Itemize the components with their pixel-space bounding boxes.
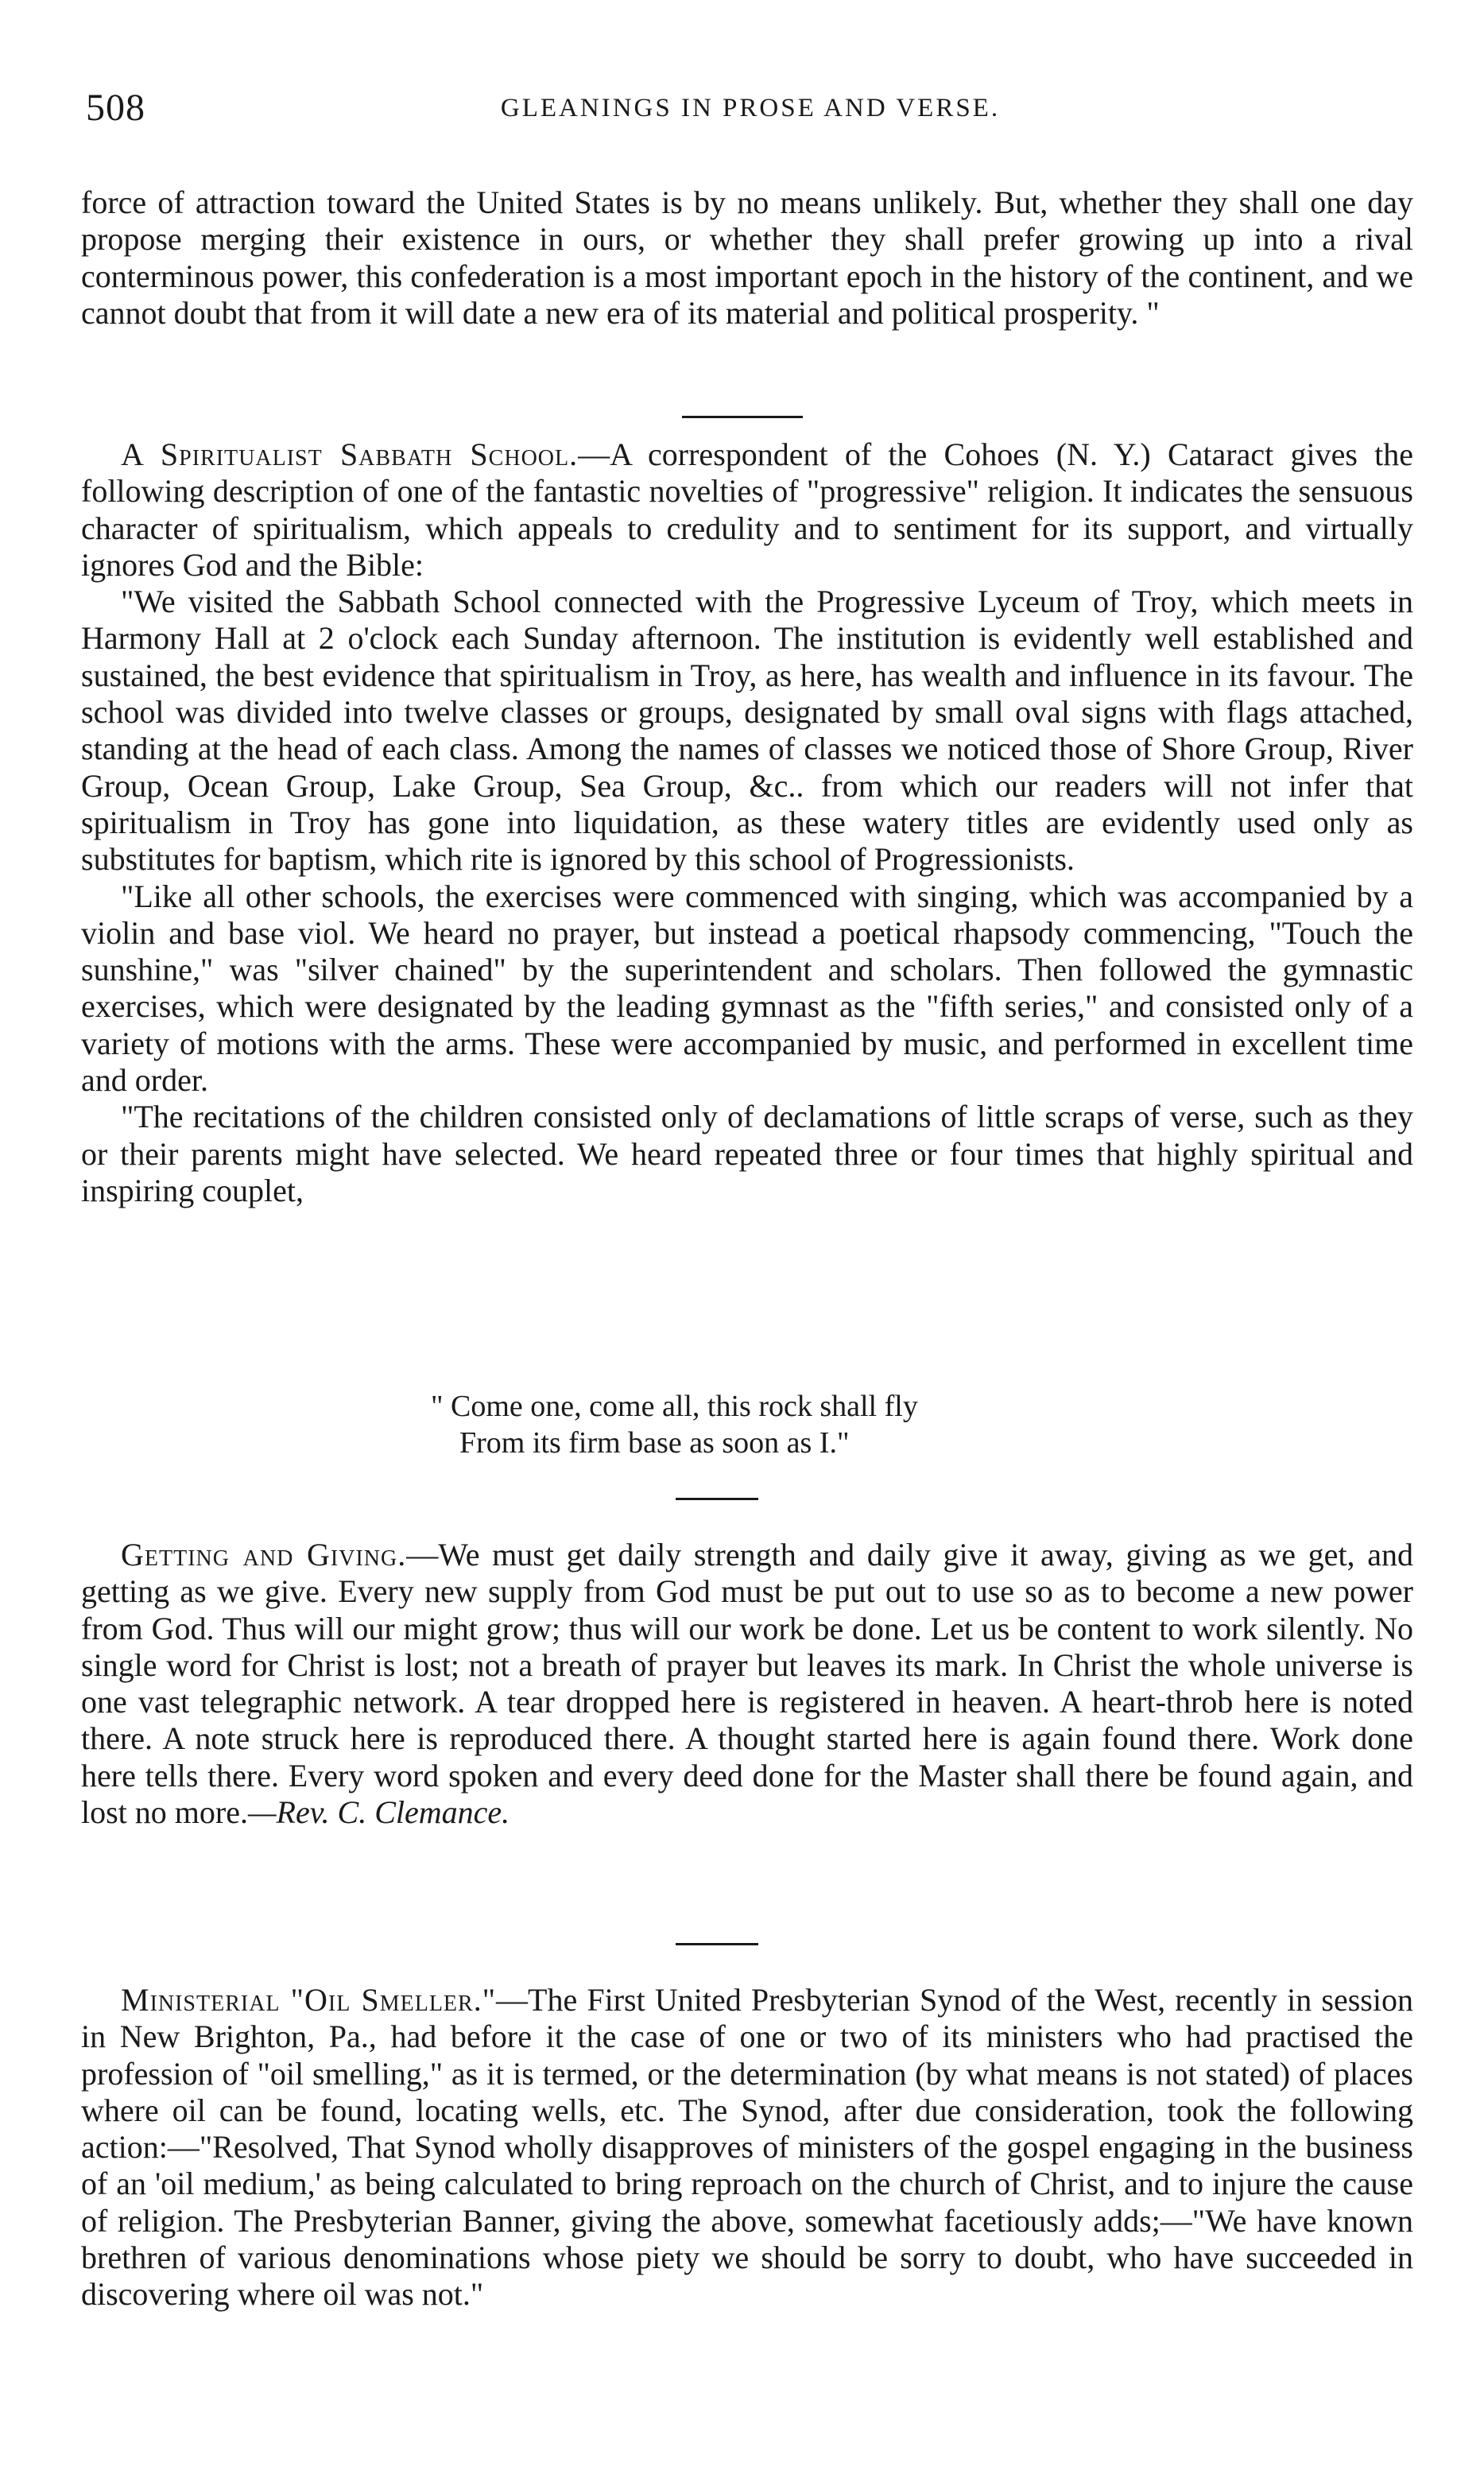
page-number: 508 [86, 87, 145, 129]
running-head: GLEANINGS IN PROSE AND VERSE. [500, 94, 1001, 122]
quoted-paragraph: "The recitations of the children consisted only of declamations of little scraps of verse, such as they or their parents might have selected. We heard repeated three or four times that highly spiritual and inspiring couplet, [81, 1099, 1413, 1208]
article-attribution: —Rev. C. Clemance. [247, 1794, 510, 1831]
page-header [86, 86, 1415, 137]
article-body: —We must get daily strength and daily give it away, giving as we get, and getting as we give. Every new supply from God must be put out to use so as to become a new power from God. Thus will our might grow; thus will our work be done. Let us be content to work silently. No single word for Christ is lost; not a breath of prayer but leaves its mark. In Christ the whole universe is one vast telegraphic network. A tear dropped here is registered in heaven. A heart-throb here is noted there. A note struck here is reproduced there. A thought started here is again found there. Work done here tells there. Every word spoken and every deed done for the Master shall there be found again, and lost no more. [81, 1537, 1413, 1831]
quoted-paragraph: "Like all other schools, the exercises were commenced with singing, which was accompanied by a violin and base viol. We heard no prayer, but instead a poetical rhapsody commencing, "Touch the sunshine," was "silver chained" by the superintendent and scholars. Then followed the gymnastic exercises, which were designated by the leading gymnast as the "fifth series," and consisted only of a variety of motions with the arms. These were accompanied by music, and performed in excellent time and order. [81, 878, 1413, 1099]
section-divider [676, 1498, 758, 1500]
quoted-paragraph: "We visited the Sabbath School connected with the Progressive Lyceum of Troy, which meets in Harmony Hall at 2 o'clock each Sunday afternoon. The institution is evidently well established and sustained, the best evidence that spiritualism in Troy, as here, has wealth and influence in its favour. The school was divided into twelve classes or groups, designated by small oval signs with flags attached, standing at the head of each class. Among the names of classes we noticed those of Shore Group, River Group, Ocean Group, Lake Group, Sea Group, &c.. from which our readers will not infer that spiritualism in Troy has gone into liquidation, as these watery titles are evidently used only as substitutes for baptism, which rite is ignored by this school of Progressionists. [81, 584, 1413, 878]
verse-line: From its firm base as soon as I." [459, 1426, 850, 1460]
section-divider [682, 416, 803, 418]
article-paragraph [81, 1537, 1413, 1831]
article-getting-and-giving [81, 1537, 1413, 1831]
article-intro: —A correspondent of the Cohoes (N. Y.) Cataract gives the following description of one of the fantastic novelties of "progressive" religion. It indicates the sensuous character of spiritualism, which appeals to credulity and to sentiment for its support, and virtually ignores God and the Bible: [81, 436, 1413, 583]
article-title: Getting and Giving. [121, 1537, 407, 1573]
article-paragraph [81, 1982, 1413, 2313]
article-title: Ministerial "Oil Smeller." [121, 1982, 497, 2018]
article-title: A Spiritualist Sabbath School. [121, 436, 579, 472]
article-ministerial-oil-smeller [81, 1982, 1413, 2313]
verse-line: " Come one, come all, this rock shall fly [431, 1390, 918, 1423]
verse-couplet [0, 1388, 1484, 1461]
article-spiritualist-sabbath-school [81, 436, 1413, 1209]
article-continuation [81, 184, 1413, 332]
article-body: —The First United Presbyterian Synod of the West, recently in session in New Brighton, Pa., had before it the case of one or two of its ministers who had practised the profession of "oil smelling," as it is termed, or the determination (by what means is not stated) of places where oil can be found, locating wells, etc. The Synod, after due consideration, took the following action:—"Resolved, That Synod wholly disapproves of ministers of the gospel engaging in the business of an 'oil medium,' as being calculated to bring reproach on the church of Christ, and to injure the cause of religion. The Presbyterian Banner, giving the above, somewhat facetiously adds;—"We have known brethren of various denominations whose piety we should be sorry to doubt, who have succeeded in discovering where oil was not." [81, 1982, 1413, 2313]
section-divider [676, 1943, 758, 1945]
article-intro-paragraph [81, 436, 1413, 584]
continuation-paragraph: force of attraction toward the United States is by no means unlikely. But, whether they shall one day propose merging their existence in ours, or whether they shall prefer growing up into a rival conterminous power, this confederation is a most important epoch in the history of the continent, and we cannot doubt that from it will date a new era of its material and political prosperity. " [81, 184, 1413, 331]
